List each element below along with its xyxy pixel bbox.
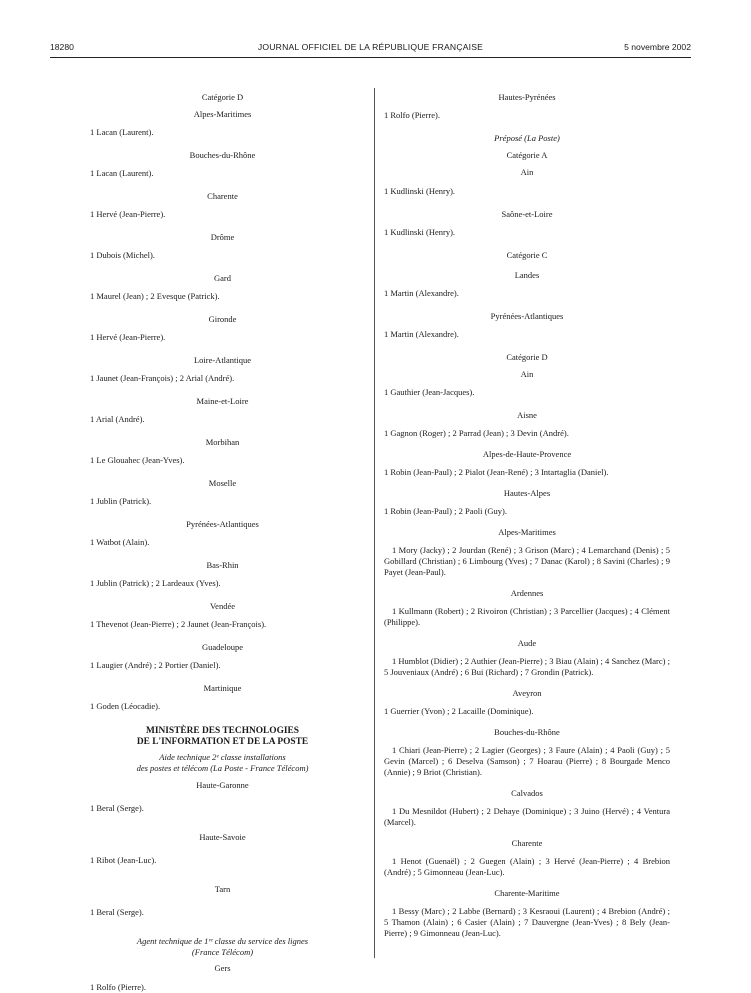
- department-heading: Gers: [214, 963, 231, 973]
- list-entry: 1 Watbot (Alain).: [90, 537, 150, 547]
- category-heading: Catégorie D: [201, 92, 244, 102]
- list-entry: 1 Ribot (Jean-Luc).: [90, 855, 157, 865]
- list-entry: 1 Kullmann (Robert) ; 2 Rivoiron (Christian) ; 3 Parcellier (Jacques) ; 4 Clément (Philippe).: [384, 606, 670, 627]
- list-entry: 1 Arial (André).: [90, 414, 145, 424]
- department-heading: Ardennes: [510, 588, 544, 598]
- department-heading: Aisne: [517, 410, 537, 420]
- department-heading: Moselle: [208, 478, 237, 488]
- list-entry: 1 Bessy (Marc) ; 2 Labbe (Bernard) ; 3 Kesraoui (Laurent) ; 4 Brebion (André) ; 5 Thamon (Alain) ; 6 Casier (Alain) ; 7 Dauvergne (Jean-Yves) ; 8 Bely (Jean-Pierre) ; 9 Gimonneau (Jean-Luc).: [384, 906, 670, 938]
- list-entry: 1 Chiari (Jean-Pierre) ; 2 Lagier (Georges) ; 3 Faure (Alain) ; 4 Paoli (Guy) ; 5 Gevin (Marcel) ; 6 Deselva (Samson) ; 7 Hoarau (Pierre) ; 8 Bourgade Menco (Annie) ; 9 Briot (Christian).: [384, 745, 670, 777]
- list-entry: 1 Guerrier (Yvon) ; 2 Lacaille (Dominique).: [384, 706, 534, 716]
- journal-title: JOURNAL OFFICIEL DE LA RÉPUBLIQUE FRANÇAISE: [257, 42, 484, 52]
- department-heading: Calvados: [511, 788, 543, 798]
- list-entry: 1 Lacan (Laurent).: [90, 127, 154, 137]
- grade-heading: des postes et télécom (La Poste - France Télécom): [136, 763, 309, 773]
- list-entry: 1 Hervé (Jean-Pierre).: [90, 209, 166, 219]
- list-entry: 1 Goden (Léocadie).: [90, 701, 161, 711]
- department-heading: Bouches-du-Rhône: [189, 150, 256, 160]
- department-heading: Ain: [520, 369, 534, 379]
- column-divider: [374, 88, 375, 958]
- department-heading: Haute-Savoie: [199, 832, 246, 842]
- ministry-heading: MINISTÈRE DES TECHNOLOGIES: [146, 726, 299, 736]
- list-entry: 1 Martin (Alexandre).: [384, 329, 459, 339]
- grade-heading: Préposé (La Poste): [494, 133, 560, 143]
- page-header: [50, 42, 691, 56]
- department-heading: Charente: [207, 191, 238, 201]
- department-heading: Gironde: [208, 314, 237, 324]
- list-entry: 1 Mory (Jacky) ; 2 Jourdan (René) ; 3 Grison (Marc) ; 4 Lemarchand (Denis) ; 5 Gobillard (Christian) ; 6 Limbourg (Yves) ; 7 Danac (Karol) ; 8 Savini (Charles) ; 9 Payet (Jean-Paul).: [384, 545, 670, 577]
- grade-heading: Agent technique de 1ʳᵉ classe du service des lignes: [136, 936, 309, 946]
- department-heading: Charente: [511, 838, 543, 848]
- left-column: [90, 92, 355, 993]
- list-entry: 1 Robin (Jean-Paul) ; 2 Pialot (Jean-René) ; 3 Intartaglia (Daniel).: [384, 467, 609, 477]
- department-heading: Haute-Garonne: [196, 780, 249, 790]
- department-heading: Hautes-Alpes: [503, 488, 551, 498]
- list-entry: 1 Kudlinski (Henry).: [384, 227, 456, 237]
- category-heading: Catégorie A: [506, 150, 548, 160]
- list-entry: 1 Beral (Serge).: [90, 803, 144, 813]
- list-entry: 1 Henot (Guenaël) ; 2 Guegen (Alain) ; 3 Hervé (Jean-Pierre) ; 4 Brebion (André) ; 5 Gimonneau (Jean-Luc).: [384, 856, 670, 877]
- grade-heading: Aide technique 2ᵉ classe installations: [159, 752, 286, 762]
- page-number: 18280: [50, 42, 74, 52]
- list-entry: 1 Rolfo (Pierre).: [90, 982, 146, 992]
- list-entry: 1 Gauthier (Jean-Jacques).: [384, 387, 475, 397]
- department-heading: Gard: [214, 273, 231, 283]
- list-entry: 1 Du Mesnildot (Hubert) ; 2 Dehaye (Dominique) ; 3 Juino (Hervé) ; 4 Ventura (Marcel).: [384, 806, 670, 827]
- list-entry: 1 Thevenot (Jean-Pierre) ; 2 Jaunet (Jean-François).: [90, 619, 267, 629]
- department-heading: Maine-et-Loire: [196, 396, 249, 406]
- list-entry: 1 Jaunet (Jean-François) ; 2 Arial (André).: [90, 373, 235, 383]
- department-heading: Alpes-de-Haute-Provence: [482, 449, 572, 459]
- grade-heading: (France Télécom): [191, 947, 254, 957]
- department-heading: Ain: [520, 167, 534, 177]
- category-heading: Catégorie D: [506, 352, 548, 362]
- department-heading: Drôme: [210, 232, 235, 242]
- list-entry: 1 Hervé (Jean-Pierre).: [90, 332, 166, 342]
- list-entry: 1 Lacan (Laurent).: [90, 168, 154, 178]
- department-heading: Landes: [514, 270, 540, 280]
- list-entry: 1 Le Glouahec (Jean-Yves).: [90, 455, 185, 465]
- list-entry: 1 Rolfo (Pierre).: [384, 110, 440, 120]
- department-heading: Martinique: [203, 683, 242, 693]
- category-heading: Catégorie C: [506, 250, 548, 260]
- department-heading: Tarn: [214, 884, 231, 894]
- department-heading: Vendée: [209, 601, 235, 611]
- department-heading: Aveyron: [512, 688, 542, 698]
- list-entry: 1 Laugier (André) ; 2 Portier (Daniel).: [90, 660, 221, 670]
- list-entry: 1 Beral (Serge).: [90, 907, 144, 917]
- department-heading: Loire-Atlantique: [193, 355, 252, 365]
- department-heading: Saône-et-Loire: [501, 209, 553, 219]
- department-heading: Aude: [517, 638, 537, 648]
- list-entry: 1 Martin (Alexandre).: [384, 288, 459, 298]
- department-heading: Guadeloupe: [201, 642, 244, 652]
- department-heading: Charente-Maritime: [494, 888, 560, 898]
- department-heading: Morbihan: [205, 437, 240, 447]
- ministry-heading: DE L'INFORMATION ET DE LA POSTE: [136, 737, 309, 747]
- department-heading: Hautes-Pyrénées: [498, 92, 556, 102]
- department-heading: Alpes-Maritimes: [193, 109, 252, 119]
- list-entry: 1 Humblot (Didier) ; 2 Authier (Jean-Pierre) ; 3 Biau (Alain) ; 4 Sanchez (Marc) ; 5 Jouveniaux (André) ; 6 Bui (Richard) ; 7 Grondin (Patrick).: [384, 656, 670, 677]
- publication-date: 5 novembre 2002: [624, 42, 691, 52]
- list-entry: 1 Robin (Jean-Paul) ; 2 Paoli (Guy).: [384, 506, 507, 516]
- list-entry: 1 Jublin (Patrick).: [90, 496, 152, 506]
- list-entry: 1 Dubois (Michel).: [90, 250, 155, 260]
- list-entry: 1 Gagnon (Roger) ; 2 Parrad (Jean) ; 3 Devin (André).: [384, 428, 569, 438]
- list-entry: 1 Maurel (Jean) ; 2 Evesque (Patrick).: [90, 291, 220, 301]
- list-entry: 1 Jublin (Patrick) ; 2 Lardeaux (Yves).: [90, 578, 221, 588]
- list-entry: 1 Kudlinski (Henry).: [384, 186, 456, 196]
- department-heading: Alpes-Maritimes: [498, 527, 556, 537]
- department-heading: Pyrénées-Atlantiques: [186, 519, 259, 529]
- header-rule: [50, 57, 691, 58]
- right-column: [384, 92, 670, 939]
- department-heading: Bas-Rhin: [206, 560, 239, 570]
- department-heading: Bouches-du-Rhône: [494, 727, 560, 737]
- department-heading: Pyrénées-Atlantiques: [490, 311, 564, 321]
